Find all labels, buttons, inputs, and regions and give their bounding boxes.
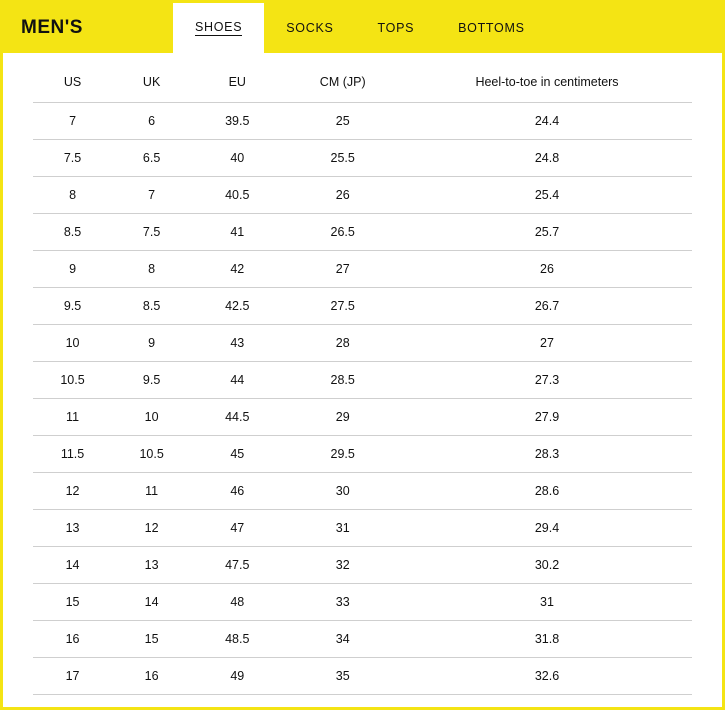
cell-eu: 47.5 (191, 547, 283, 584)
cell-eu: 40 (191, 140, 283, 177)
cell-uk: 9.5 (112, 362, 191, 399)
cell-us: 12 (33, 473, 112, 510)
cell-cm: 33 (283, 584, 402, 621)
cell-heel-to-toe: 31 (402, 584, 692, 621)
cell-heel-to-toe: 25.7 (402, 214, 692, 251)
cell-eu: 42 (191, 251, 283, 288)
table-row (33, 510, 692, 547)
cell-cm: 27.5 (283, 288, 402, 325)
column-header-cm: CM (JP) (283, 61, 402, 103)
table-row (33, 658, 692, 695)
cell-us: 11 (33, 399, 112, 436)
cell-cm: 30 (283, 473, 402, 510)
table-header-row (33, 61, 692, 103)
cell-cm: 32 (283, 547, 402, 584)
cell-heel-to-toe: 24.4 (402, 103, 692, 140)
cell-heel-to-toe: 31.8 (402, 621, 692, 658)
cell-eu: 41 (191, 214, 283, 251)
table-row (33, 251, 692, 288)
size-table-container (3, 53, 722, 695)
cell-heel-to-toe: 26 (402, 251, 692, 288)
cell-eu: 43 (191, 325, 283, 362)
cell-us: 11.5 (33, 436, 112, 473)
cell-uk: 7 (112, 177, 191, 214)
cell-cm: 29 (283, 399, 402, 436)
cell-us: 7 (33, 103, 112, 140)
cell-uk: 8.5 (112, 288, 191, 325)
cell-heel-to-toe: 26.7 (402, 288, 692, 325)
cell-us: 13 (33, 510, 112, 547)
cell-us: 7.5 (33, 140, 112, 177)
cell-heel-to-toe: 30.2 (402, 547, 692, 584)
cell-uk: 9 (112, 325, 191, 362)
cell-us: 15 (33, 584, 112, 621)
cell-uk: 10 (112, 399, 191, 436)
table-row (33, 288, 692, 325)
table-row (33, 547, 692, 584)
cell-eu: 44.5 (191, 399, 283, 436)
tab-shoes-label: SHOES (195, 20, 243, 34)
column-header-uk: UK (112, 61, 191, 103)
cell-eu: 48.5 (191, 621, 283, 658)
table-head (33, 61, 692, 103)
cell-cm: 29.5 (283, 436, 402, 473)
cell-us: 10 (33, 325, 112, 362)
table-row (33, 362, 692, 399)
table-row (33, 177, 692, 214)
cell-eu: 39.5 (191, 103, 283, 140)
category-tabs (173, 3, 722, 53)
cell-us: 14 (33, 547, 112, 584)
tab-bottoms[interactable] (436, 3, 546, 53)
cell-eu: 42.5 (191, 288, 283, 325)
cell-uk: 14 (112, 584, 191, 621)
cell-eu: 45 (191, 436, 283, 473)
table-row (33, 473, 692, 510)
cell-cm: 25 (283, 103, 402, 140)
column-header-eu: EU (191, 61, 283, 103)
cell-eu: 46 (191, 473, 283, 510)
cell-uk: 15 (112, 621, 191, 658)
tab-shoes[interactable] (173, 3, 264, 53)
cell-uk: 12 (112, 510, 191, 547)
table-body (33, 103, 692, 695)
table-row (33, 325, 692, 362)
cell-cm: 26 (283, 177, 402, 214)
brand-title: MEN'S (21, 17, 83, 38)
cell-uk: 11 (112, 473, 191, 510)
cell-uk: 8 (112, 251, 191, 288)
table-row (33, 621, 692, 658)
cell-heel-to-toe: 28.6 (402, 473, 692, 510)
cell-uk: 10.5 (112, 436, 191, 473)
cell-cm: 27 (283, 251, 402, 288)
cell-eu: 47 (191, 510, 283, 547)
cell-heel-to-toe: 27.9 (402, 399, 692, 436)
column-header-heel-to-toe: Heel-to-toe in centimeters (402, 61, 692, 103)
cell-cm: 31 (283, 510, 402, 547)
cell-heel-to-toe: 27 (402, 325, 692, 362)
tab-tops[interactable] (356, 3, 437, 53)
header-bar (3, 3, 722, 53)
tab-bottoms-label: BOTTOMS (458, 21, 525, 35)
cell-us: 8.5 (33, 214, 112, 251)
tab-socks-label: SOCKS (286, 21, 334, 35)
cell-cm: 35 (283, 658, 402, 695)
cell-uk: 16 (112, 658, 191, 695)
cell-heel-to-toe: 28.3 (402, 436, 692, 473)
cell-us: 10.5 (33, 362, 112, 399)
table-row (33, 399, 692, 436)
table-row (33, 436, 692, 473)
cell-cm: 34 (283, 621, 402, 658)
table-row (33, 584, 692, 621)
cell-us: 8 (33, 177, 112, 214)
cell-heel-to-toe: 25.4 (402, 177, 692, 214)
cell-us: 9.5 (33, 288, 112, 325)
tab-socks[interactable] (264, 3, 355, 53)
cell-heel-to-toe: 29.4 (402, 510, 692, 547)
table-row (33, 103, 692, 140)
table-row (33, 140, 692, 177)
cell-us: 9 (33, 251, 112, 288)
cell-eu: 40.5 (191, 177, 283, 214)
cell-us: 17 (33, 658, 112, 695)
cell-heel-to-toe: 27.3 (402, 362, 692, 399)
cell-uk: 13 (112, 547, 191, 584)
table-row (33, 214, 692, 251)
cell-uk: 7.5 (112, 214, 191, 251)
cell-cm: 28 (283, 325, 402, 362)
size-table (33, 61, 692, 695)
column-header-us: US (33, 61, 112, 103)
cell-us: 16 (33, 621, 112, 658)
cell-eu: 44 (191, 362, 283, 399)
cell-heel-to-toe: 24.8 (402, 140, 692, 177)
cell-cm: 28.5 (283, 362, 402, 399)
cell-uk: 6.5 (112, 140, 191, 177)
cell-cm: 25.5 (283, 140, 402, 177)
cell-eu: 49 (191, 658, 283, 695)
cell-cm: 26.5 (283, 214, 402, 251)
cell-heel-to-toe: 32.6 (402, 658, 692, 695)
tab-tops-label: TOPS (377, 21, 415, 35)
cell-uk: 6 (112, 103, 191, 140)
cell-eu: 48 (191, 584, 283, 621)
